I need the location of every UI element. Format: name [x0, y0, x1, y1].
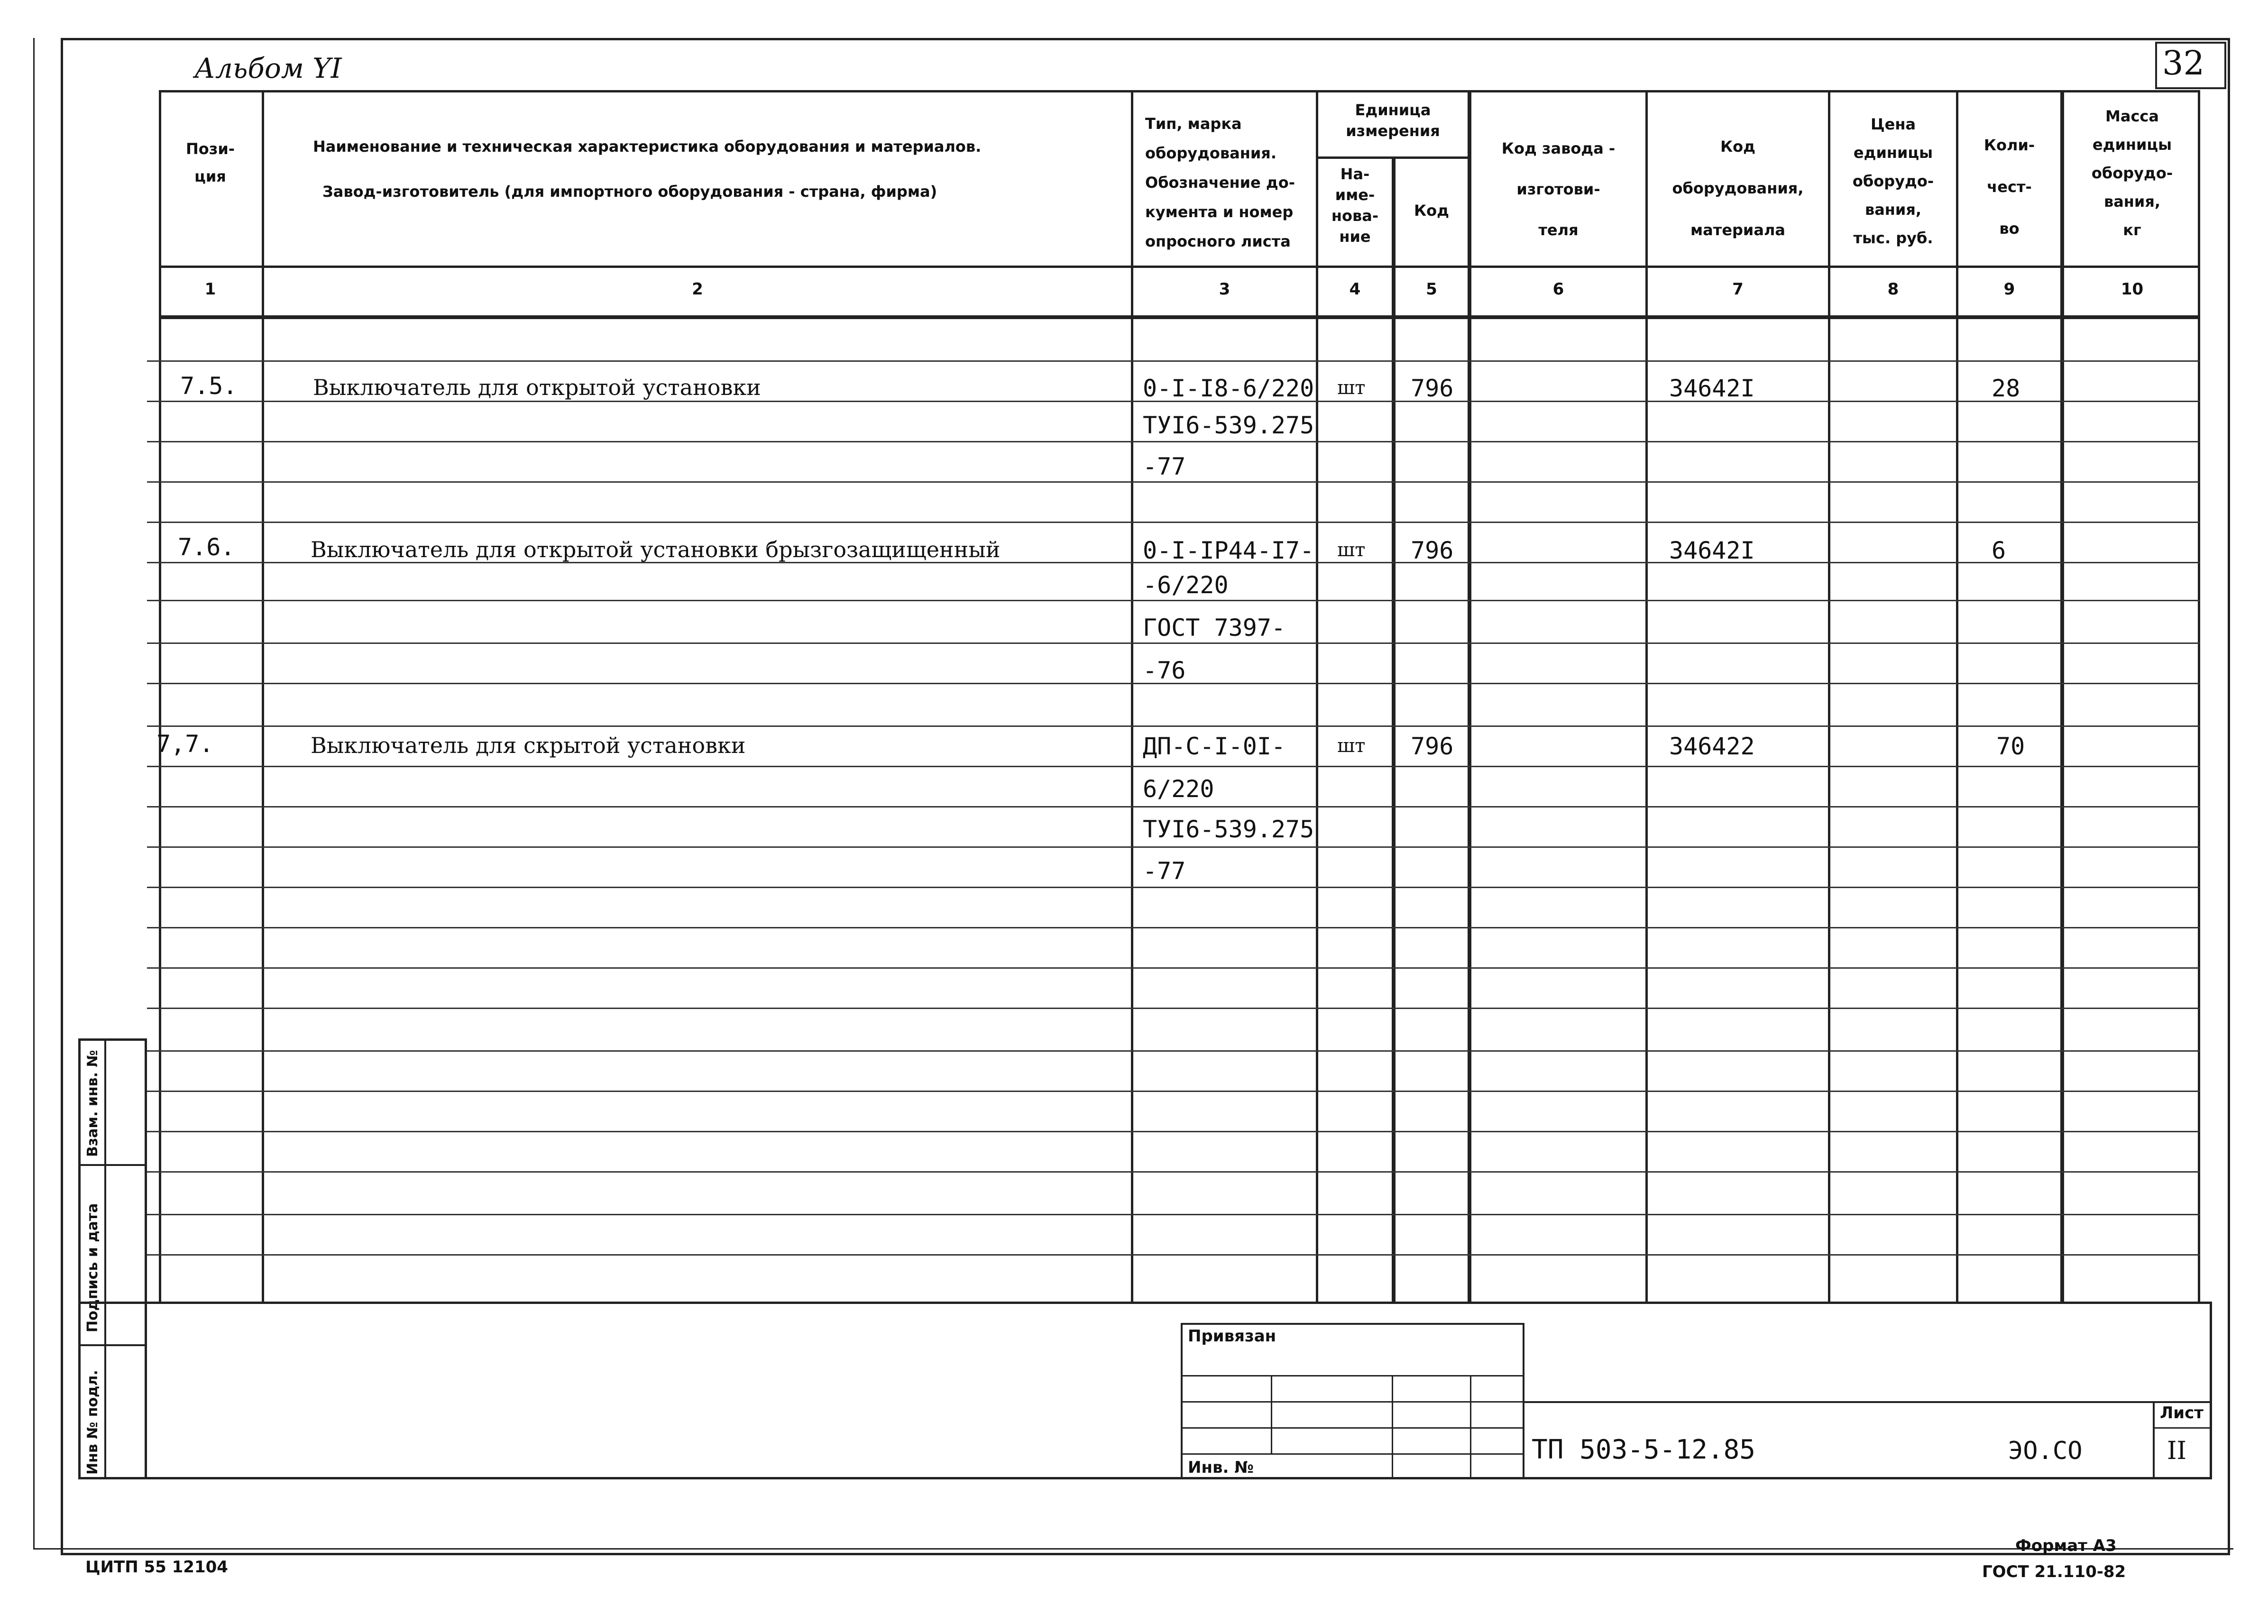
list-label: Лист: [2160, 1404, 2204, 1422]
row-7-6-type-1: 0-I-IP44-I7-: [1143, 537, 1314, 564]
row-7-7-qty: 70: [1996, 733, 2025, 760]
row-rule: [147, 967, 2200, 969]
row-7-7-position: 7,7.: [156, 730, 214, 758]
col7-header: Код оборудования, материала: [1672, 138, 1804, 239]
row-rule: [147, 766, 2200, 767]
row-rule: [147, 1008, 2200, 1009]
list-value: II: [2167, 1437, 2187, 1465]
row-rule: [147, 1091, 2200, 1092]
privyazan-label: Привязан: [1188, 1327, 1276, 1346]
row-7-5-code: 796: [1411, 375, 1454, 402]
row-7-7-type-2: 6/220: [1143, 775, 1214, 803]
col2-header-line2: Завод-изготовитель (для импортного оборудования - страна, фирма): [322, 183, 937, 201]
row-rule: [147, 1050, 2200, 1052]
row-7-7-equip-code: 346422: [1669, 733, 1755, 760]
row-7-7-unit: шт: [1337, 735, 1366, 757]
album-label: Альбом YI: [194, 52, 342, 84]
row-7-5-position: 7.5.: [180, 372, 238, 400]
row-rule: [147, 441, 2200, 442]
row-7-5-unit: шт: [1337, 377, 1366, 399]
row-rule: [147, 600, 2200, 601]
row-7-6-position: 7.6.: [178, 533, 235, 561]
row-rule: [147, 1214, 2200, 1215]
row-7-5-name: Выключатель для открытой установки: [313, 375, 761, 400]
row-7-5-equip-code: 34642I: [1669, 375, 1755, 402]
col-number-3: 3: [1219, 280, 1230, 299]
row-7-6-equip-code: 34642I: [1669, 537, 1755, 564]
col10-header: Масса единицы оборудо- вания, кг: [2091, 107, 2173, 239]
col2-header-line1: Наименование и техническая характеристика оборудования и материалов.: [313, 138, 982, 156]
col5-header: Код: [1414, 202, 1449, 220]
footer-gost: ГОСТ 21.110-82: [1982, 1562, 2126, 1581]
col6-header: Код завода - изготови- теля: [1501, 139, 1616, 239]
row-rule: [147, 806, 2200, 807]
row-rule: [147, 522, 2200, 523]
col8-header: Цена единицы оборудо- вания, тыс. руб.: [1852, 115, 1934, 247]
col-number-8: 8: [1887, 280, 1899, 299]
doc-code: ТП 503-5-12.85: [1532, 1434, 1756, 1465]
section-code: ЭО.СО: [2008, 1437, 2083, 1465]
row-7-5-type-1: 0-I-I8-6/220: [1143, 375, 1314, 402]
row-rule: [147, 360, 2200, 362]
row-rule: [147, 725, 2200, 727]
row-7-7-type-4: -77: [1143, 857, 1186, 885]
footer-left: ЦИТП 55 12104: [85, 1558, 228, 1577]
col-number-1: 1: [204, 280, 216, 299]
inv-no-label: Инв. №: [1188, 1458, 1254, 1477]
page-number: 32: [2162, 44, 2205, 83]
col-number-6: 6: [1552, 280, 1564, 299]
footer-format: Формат А3: [2015, 1536, 2117, 1555]
spec-table: [159, 90, 2200, 1304]
row-7-6-type-4: -76: [1143, 657, 1186, 684]
row-rule: [147, 887, 2200, 888]
row-7-6-type-3: ГОСТ 7397-: [1143, 614, 1286, 642]
row-rule: [147, 846, 2200, 848]
row-rule: [147, 1131, 2200, 1132]
col45-header: Единица измерения: [1346, 101, 1440, 140]
side-label-vzam: Взам. инв. №: [84, 1050, 101, 1157]
row-rule: [147, 927, 2200, 928]
col-number-10: 10: [2121, 280, 2144, 299]
row-7-6-name: Выключатель для открытой установки брызгозащищенный: [311, 537, 1001, 562]
row-7-6-code: 796: [1411, 537, 1454, 564]
row-7-7-type-1: ДП-С-I-0I-: [1143, 733, 1286, 760]
row-7-5-type-2: ТУI6-539.275: [1143, 412, 1314, 439]
row-rule: [147, 642, 2200, 644]
row-7-7-type-3: ТУI6-539.275: [1143, 816, 1314, 843]
stamp-frame: [78, 1302, 2212, 1479]
row-7-7-name: Выключатель для скрытой установки: [311, 733, 746, 758]
row-7-5-type-3: -77: [1143, 453, 1186, 480]
row-7-6-qty: 6: [1992, 537, 2006, 564]
col4-header: На- име- нова- ние: [1331, 165, 1379, 246]
row-7-6-type-2: -6/220: [1143, 571, 1229, 599]
col-number-5: 5: [1426, 280, 1437, 299]
col-number-2: 2: [692, 280, 703, 299]
row-7-7-code: 796: [1411, 733, 1454, 760]
col3-header: Тип, марка оборудования. Обозначение до- кумента и номер опросного листа: [1145, 115, 1295, 250]
side-label-podpis: Подпись и дата: [84, 1203, 101, 1332]
col9-header: Коли- чест- во: [1983, 136, 2035, 238]
col-number-7: 7: [1732, 280, 1744, 299]
row-rule: [147, 1254, 2200, 1256]
row-7-5-qty: 28: [1992, 375, 2020, 402]
col-number-9: 9: [2003, 280, 2015, 299]
side-label-inv: Инв № подл.: [84, 1370, 101, 1475]
row-rule: [147, 1171, 2200, 1173]
row-rule: [147, 481, 2200, 483]
col1-header: Пози- ция: [185, 140, 235, 185]
row-7-6-unit: шт: [1337, 539, 1366, 561]
col-number-4: 4: [1349, 280, 1361, 299]
